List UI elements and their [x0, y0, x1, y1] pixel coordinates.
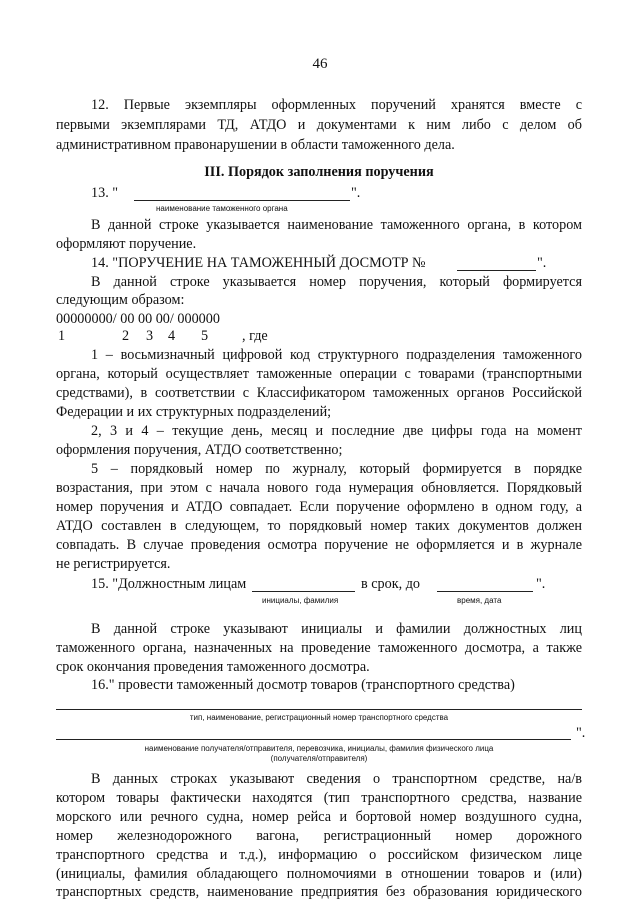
desc-line-7: 5 – порядковый номер по журналу, который формируется в порядке: [91, 461, 582, 477]
section-title: III. Порядок заполнения поручения: [204, 164, 434, 180]
para16-line-7: транспортных средств, наименование предприятия без образования юридического: [56, 884, 582, 900]
item16-suffix: ".: [576, 725, 586, 741]
item16-text: 16." провести таможенный досмотр товаров (транспортного средства): [91, 677, 515, 693]
para13-line-2: оформляют поручение.: [56, 236, 197, 252]
desc-line-8: возрастания, при этом с начала нового года нумерация обновляется. Порядковый: [56, 480, 582, 496]
item13-suffix: ".: [351, 185, 361, 201]
item16-caption-recipient: наименование получателя/отправителя, перевозчика, инициалы, фамилия физического лица: [144, 744, 494, 753]
item13-caption: наименование таможенного органа: [156, 204, 288, 213]
para16-line-4: номер железнодорожного вагона, регистрационный номер дорожного: [56, 828, 582, 844]
item14-suffix: ".: [537, 255, 547, 271]
item13-prefix: 13. ": [91, 185, 119, 201]
desc-line-10: АТДО составлен в следующем, то порядковый номер таких документов должен: [56, 518, 582, 534]
number-format-index-1: 1: [58, 328, 66, 344]
desc-line-11: совпадать. В случае проведения осмотра поручение не оформляется и в журнале: [56, 537, 582, 553]
para14-line-2: следующим образом:: [56, 292, 185, 308]
para16-line-1: В данных строках указывают сведения о транспортном средстве, на/в: [91, 771, 582, 787]
item16-recipient-blank: [56, 739, 571, 740]
desc-line-5: 2, 3 и 4 – текущие день, месяц и последние две цифры года на момент: [91, 423, 582, 439]
desc-line-9: номер поручения и АТДО совпадает. Если поручение оформлено в одном году, а: [56, 499, 582, 515]
item16-caption-recipient-2: (получателя/отправителя): [270, 754, 368, 763]
number-format-index-4: 4: [168, 328, 176, 344]
para16-line-5: транспортного средства и т.д.), информацию о российском физическом лице: [56, 847, 582, 863]
item13-blank-line: [134, 200, 350, 201]
page-number: 46: [312, 56, 328, 72]
item15-caption-initials: инициалы, фамилия: [262, 596, 339, 605]
para12-line-3: административном правонарушении в области таможенного дела.: [56, 137, 455, 153]
item15-middle: в срок, до: [361, 576, 421, 592]
para12-line-1: 12. Первые экземпляры оформленных поручений хранятся вместе с: [91, 97, 582, 113]
item15-suffix: ".: [536, 576, 546, 592]
number-format-index-2: 2: [122, 328, 130, 344]
para14-line-1: В данной строке указывается номер поручения, который формируется: [91, 274, 582, 290]
para16-line-3: морского или речного судна, номер рейса и бортовой номер воздушного судна,: [56, 809, 582, 825]
para15-line-1: В данной строке указывают инициалы и фамилии должностных лиц: [91, 621, 582, 637]
item15-initials-blank: [252, 591, 355, 592]
item16-caption-vehicle: тип, наименование, регистрационный номер транспортного средства: [189, 713, 449, 722]
number-format-index-3: 3: [146, 328, 154, 344]
para12-line-2: первыми экземплярами ТД, АТДО и документами к ним либо с делом об: [56, 117, 582, 133]
number-format-pattern: 00000000/ 00 00 00/ 000000: [56, 311, 220, 327]
item16-vehicle-blank: [56, 709, 582, 710]
item15-prefix: 15. "Должностным лицам: [91, 576, 247, 592]
number-format-index-5: 5: [201, 328, 209, 344]
item14-blank-line: [457, 270, 536, 271]
item14-text: 14. "ПОРУЧЕНИЕ НА ТАМОЖЕННЫЙ ДОСМОТР №: [91, 255, 426, 271]
desc-line-1: 1 – восьмизначный цифровой код структурного подразделения таможенного: [91, 347, 582, 363]
item15-caption-time: время, дата: [457, 596, 502, 605]
para15-line-3: срок окончания проведения таможенного досмотра.: [56, 659, 370, 675]
para16-line-2: котором товары фактически находятся (тип транспортного средства, название: [56, 790, 582, 806]
para15-line-2: таможенного органа, назначенных на проведение таможенного досмотра, а также: [56, 640, 582, 656]
para13-line-1: В данной строке указывается наименование таможенного органа, в котором: [91, 217, 582, 233]
desc-line-2: органа, который осуществляет таможенные операции с товарами (транспортными: [56, 366, 582, 382]
desc-line-6: оформления поручения, АТДО соответственно;: [56, 442, 343, 458]
para16-line-6: (инициалы, фамилия обладающего полномочиями в отношении товаров и (или): [56, 866, 582, 882]
desc-line-4: Федерации и их структурных подразделений;: [56, 404, 332, 420]
number-format-where: , где: [242, 328, 268, 344]
desc-line-3: средствами), в соответствии с Классификатором таможенных органов Российской: [56, 385, 582, 401]
item15-date-blank: [437, 591, 533, 592]
desc-line-12: не регистрируется.: [56, 556, 171, 572]
